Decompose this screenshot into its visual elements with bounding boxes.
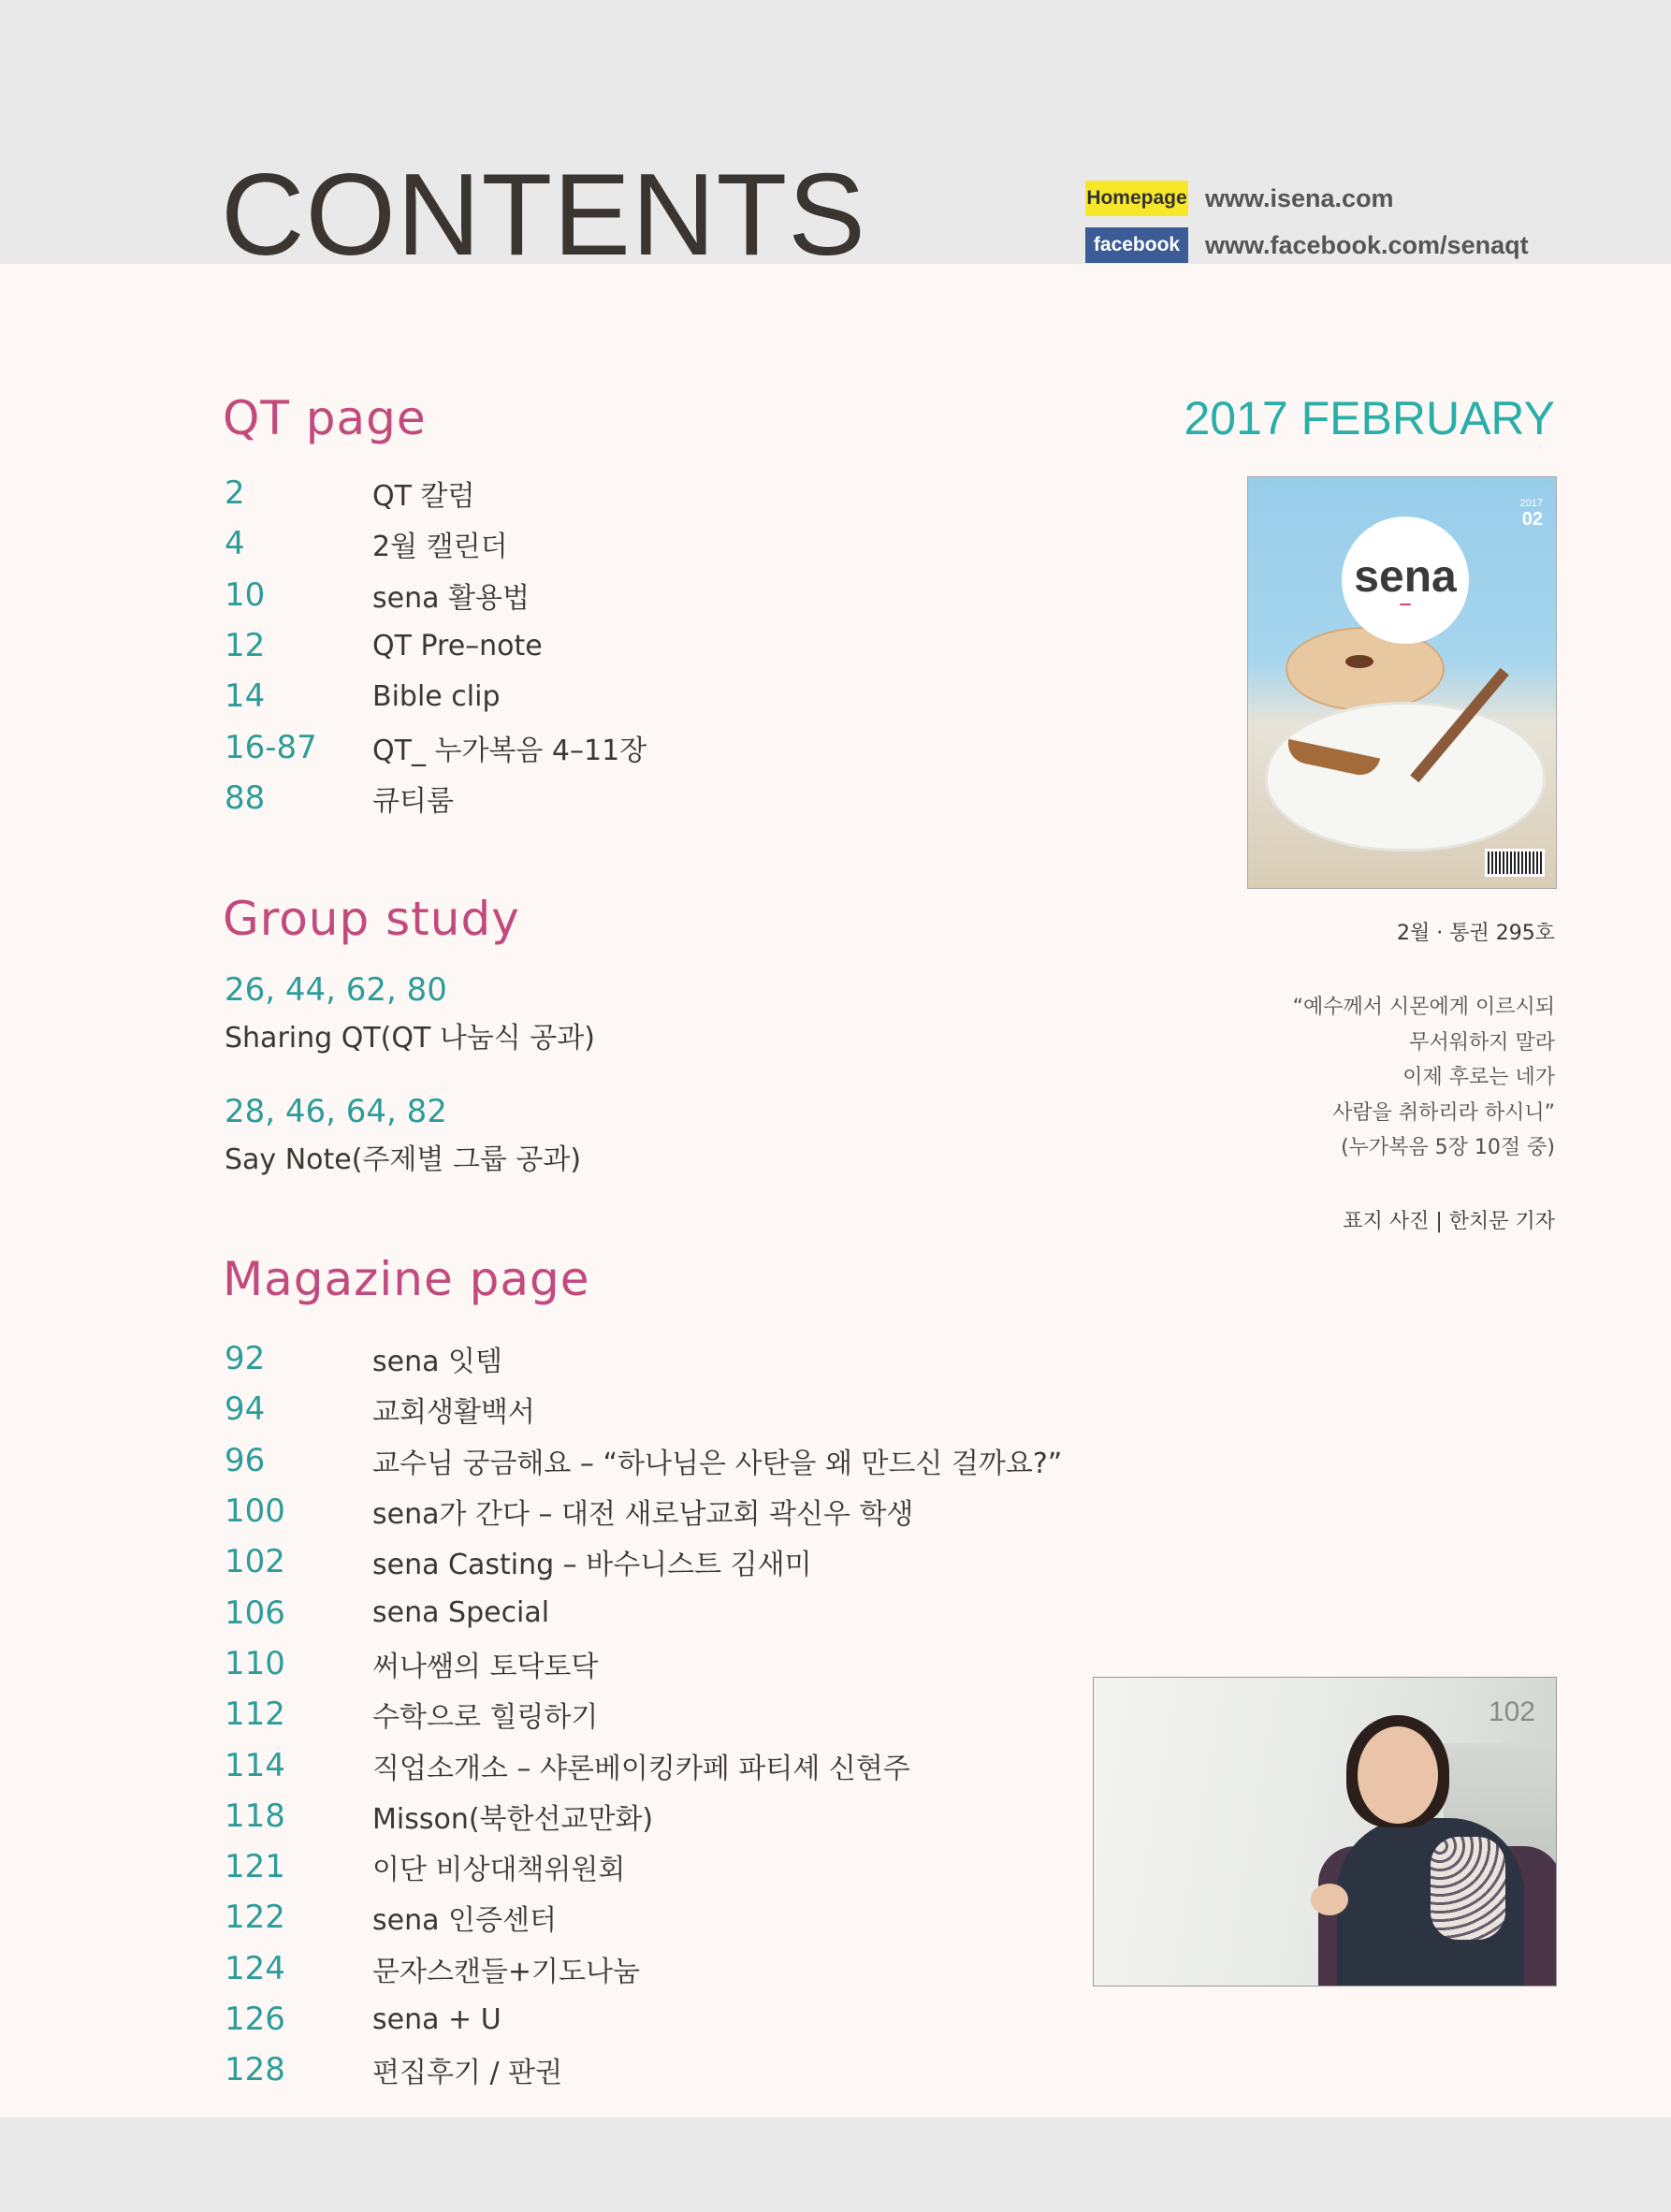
verse-reference: (누가복음 5장 10절 중) bbox=[1341, 1136, 1555, 1159]
page-number: 2 bbox=[225, 474, 245, 513]
item-title: sena Special bbox=[372, 1596, 550, 1630]
page-number: 16-87 bbox=[225, 728, 317, 766]
issue-number: 2월 · 통권 295호 bbox=[1397, 922, 1555, 945]
verse-line: “예수께서 시몬에게 이르시되 bbox=[1292, 996, 1555, 1019]
page-number: 126 bbox=[225, 2001, 285, 2038]
verse-line: 무서워하지 말라 bbox=[1409, 1030, 1555, 1055]
feature-photo[interactable] bbox=[1093, 1677, 1557, 1986]
header-links bbox=[1085, 180, 1529, 273]
page-number: 4 bbox=[225, 525, 245, 563]
list-item[interactable] bbox=[225, 671, 647, 721]
page-number: 12 bbox=[225, 627, 266, 665]
item-title: Bible clip bbox=[372, 679, 501, 713]
verse-line: 이제 후로는 네가 bbox=[1402, 1066, 1555, 1089]
issue-month bbox=[1184, 391, 1555, 445]
section-title-group-study: Group study bbox=[223, 892, 520, 946]
list-item[interactable] bbox=[225, 773, 647, 823]
list-item[interactable] bbox=[225, 518, 647, 569]
item-title: sena 활용법 bbox=[372, 581, 530, 615]
homepage-url[interactable]: www.isena.com bbox=[1205, 183, 1394, 212]
item-title: 2월 캘린더 bbox=[372, 531, 508, 564]
list-item[interactable] bbox=[225, 1384, 1062, 1434]
section-title-qt-page: QT page bbox=[223, 391, 427, 445]
page-number: 124 bbox=[225, 1949, 285, 1987]
list-item[interactable] bbox=[225, 1943, 1062, 1994]
cover-verse bbox=[1293, 990, 1555, 1166]
cover-month: 02 bbox=[1521, 509, 1543, 531]
list-item[interactable] bbox=[225, 1435, 1062, 1486]
cover-pill bbox=[1400, 604, 1411, 605]
photo-page-label: 102 bbox=[1488, 1696, 1535, 1727]
page-number: 102 bbox=[225, 1543, 285, 1581]
page-title: CONTENTS bbox=[221, 151, 866, 280]
page-number: 114 bbox=[225, 1746, 285, 1784]
photo-person-face bbox=[1358, 1726, 1438, 1824]
page-number: 128 bbox=[225, 2051, 285, 2089]
homepage-badge: Homepage bbox=[1085, 181, 1188, 216]
cover-year: 2017 bbox=[1519, 498, 1543, 509]
cover-lid-hole bbox=[1345, 655, 1373, 668]
page-number: 112 bbox=[225, 1695, 285, 1734]
page-number: 88 bbox=[225, 779, 266, 817]
item-title: Misson(북한선교만화) bbox=[372, 1802, 654, 1836]
item-title: 교수님 궁금해요 – “하나님은 사탄을 왜 만드신 걸까요?” bbox=[372, 1447, 1063, 1480]
list-item[interactable] bbox=[225, 1587, 1062, 1637]
group-study-item[interactable] bbox=[225, 1093, 581, 1177]
cover-issue-label bbox=[1520, 498, 1543, 530]
page-numbers: 28, 46, 64, 82 bbox=[225, 1093, 447, 1130]
list-item[interactable] bbox=[225, 1739, 1062, 1790]
page-numbers: 26, 44, 62, 80 bbox=[225, 971, 447, 1009]
cover-logo: sena bbox=[1354, 552, 1457, 602]
barcode-icon bbox=[1485, 849, 1545, 877]
page-number: 14 bbox=[225, 677, 266, 716]
item-title: Sharing QT(QT 나눔식 공과) bbox=[225, 1022, 595, 1055]
magazine-page-list bbox=[225, 1333, 1062, 2095]
item-title: 써나쌤의 토닥토닥 bbox=[372, 1650, 599, 1683]
page-number: 106 bbox=[225, 1594, 285, 1632]
page-number: 100 bbox=[225, 1492, 285, 1531]
item-title: 편집후기 / 판권 bbox=[372, 2057, 563, 2090]
issue-year: 2017 bbox=[1184, 392, 1288, 444]
page-number: 122 bbox=[225, 1899, 285, 1937]
item-title: 이단 비상대책위원회 bbox=[372, 1854, 626, 1887]
item-title: 큐티룸 bbox=[372, 784, 454, 818]
list-item[interactable] bbox=[225, 2045, 1062, 2095]
list-item[interactable] bbox=[225, 570, 647, 620]
photo-person-sleeve bbox=[1431, 1837, 1505, 1940]
list-item[interactable] bbox=[225, 721, 647, 772]
page-number: 110 bbox=[225, 1644, 285, 1682]
list-item[interactable] bbox=[225, 620, 647, 671]
list-item[interactable] bbox=[225, 1791, 1062, 1841]
page-number: 10 bbox=[225, 575, 266, 614]
facebook-url[interactable]: www.facebook.com/senaqt bbox=[1205, 230, 1529, 259]
list-item[interactable] bbox=[225, 468, 647, 518]
item-title: sena 잇템 bbox=[372, 1346, 502, 1379]
page-number: 94 bbox=[225, 1390, 266, 1429]
list-item[interactable] bbox=[225, 1892, 1062, 1943]
item-title: sena + U bbox=[372, 2002, 501, 2036]
item-title: sena 인증센터 bbox=[372, 1904, 557, 1938]
photo-credit: 표지 사진 | 한치문 기자 bbox=[1343, 1210, 1555, 1233]
item-title: QT 칼럼 bbox=[372, 480, 475, 514]
page-number: 92 bbox=[225, 1340, 266, 1378]
group-study-item[interactable] bbox=[225, 971, 595, 1055]
list-item[interactable] bbox=[225, 1994, 1062, 2045]
facebook-badge: facebook bbox=[1085, 227, 1188, 263]
list-item[interactable] bbox=[225, 1486, 1062, 1536]
list-item[interactable] bbox=[225, 1333, 1062, 1384]
photo-person-hand bbox=[1311, 1884, 1348, 1915]
list-item[interactable] bbox=[225, 1638, 1062, 1689]
cover-bowl-shape bbox=[1265, 702, 1546, 851]
item-title: sena Casting – 바수니스트 김새미 bbox=[372, 1549, 812, 1582]
cover-logo-circle bbox=[1342, 517, 1469, 644]
issue-month-name: FEBRUARY bbox=[1300, 392, 1555, 444]
verse-line: 사람을 취하리라 하시니” bbox=[1332, 1100, 1555, 1125]
cover-image[interactable] bbox=[1247, 476, 1557, 889]
item-title: 문자스캔들+기도나눔 bbox=[372, 1955, 640, 1988]
list-item[interactable] bbox=[225, 1689, 1062, 1739]
list-item[interactable] bbox=[225, 1536, 1062, 1587]
facebook-link[interactable] bbox=[1085, 226, 1529, 264]
page-number: 121 bbox=[225, 1848, 285, 1886]
qt-page-list bbox=[225, 468, 647, 823]
item-title: QT_ 누가복음 4–11장 bbox=[372, 734, 647, 767]
section-title-magazine-page: Magazine page bbox=[223, 1252, 590, 1306]
item-title: sena가 간다 – 대전 새로남교회 곽신우 학생 bbox=[372, 1498, 914, 1532]
item-title: 직업소개소 – 샤론베이킹카페 파티셰 신현주 bbox=[372, 1752, 910, 1785]
item-title: QT Pre–note bbox=[372, 629, 543, 662]
list-item[interactable] bbox=[225, 1841, 1062, 1892]
page-number: 118 bbox=[225, 1797, 285, 1835]
item-title: 교회생활백서 bbox=[372, 1396, 535, 1430]
item-title: 수학으로 힐링하기 bbox=[372, 1701, 599, 1735]
item-title: Say Note(주제별 그룹 공과) bbox=[225, 1143, 582, 1176]
page-number: 96 bbox=[225, 1441, 266, 1479]
homepage-link[interactable] bbox=[1085, 180, 1529, 217]
